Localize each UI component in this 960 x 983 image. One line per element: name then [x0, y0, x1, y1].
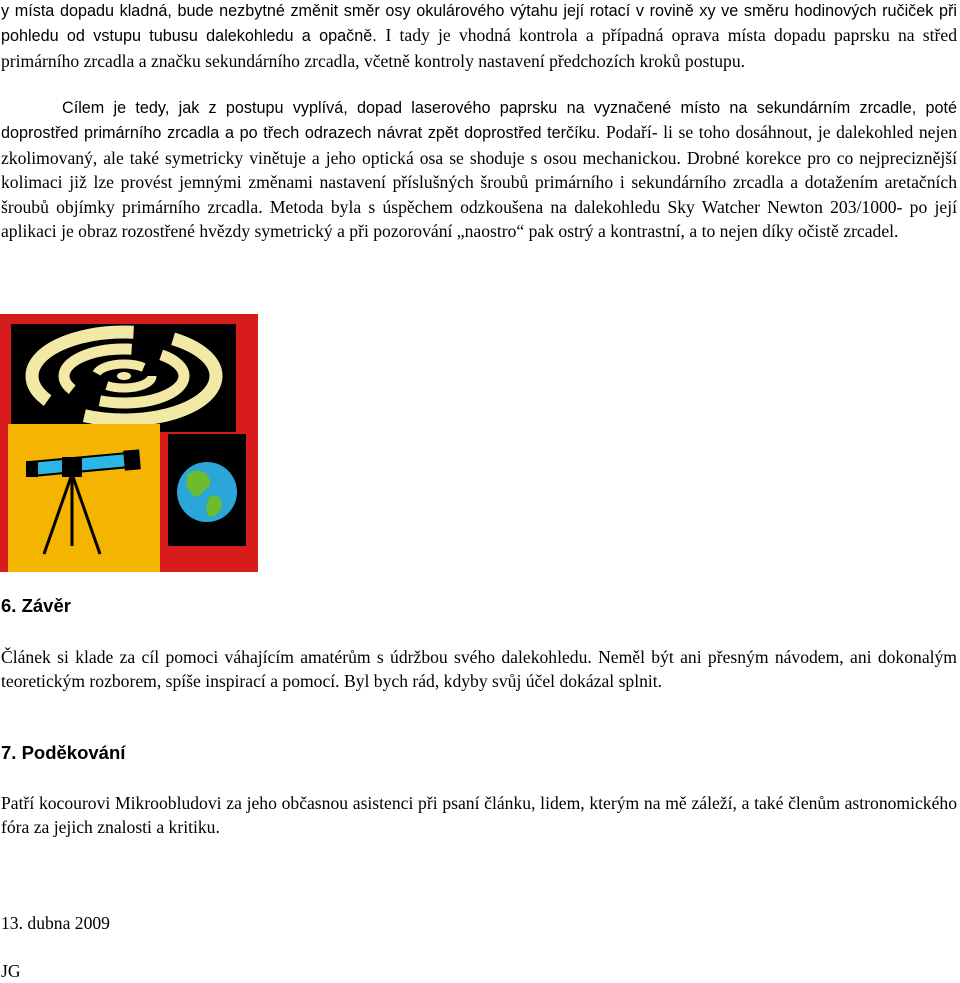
document-author: JG — [1, 961, 21, 981]
paragraph-text: y místa dopadu kladná, bude nezbytné změnit směr osy okulárového výtahu její rotací v rovině xy ve směru hodinových ručiček při pohledu od vstupu tubusu dalekohledu a opačně. — [1, 2, 957, 46]
paragraph-text-tail: I tady je vhodná kontrola a případná oprava místa dopadu paprsku na střed primárního zrcadla a značku sekundárního zrcadla, včetně kontroly nastavení předchozích kroků postupu. — [1, 25, 957, 71]
earth-globe — [177, 462, 237, 522]
paragraph-lead: Cílem je tedy, jak z postupu vyplívá, dopad laserového paprsku na vyznačené místo na sekundárním zrcadle, poté doprostřed primárního zrcadla a po třech odrazech návrat zpět doprostřed terčíku. — [1, 99, 957, 143]
telescope-eyepiece — [26, 461, 38, 477]
document-date: 13. dubna 2009 — [1, 913, 110, 933]
yellow-panel — [8, 424, 160, 572]
heading-conclusion: 6. Závěr — [1, 595, 71, 616]
telescope-galaxy-earth-illustration — [0, 314, 258, 572]
paragraph-collimation-rotation — [1, 0, 957, 73]
galaxy-icon — [11, 324, 236, 432]
telescope-lens-cap — [123, 449, 141, 470]
galaxy-core — [117, 372, 131, 380]
heading-acknowledgements: 7. Poděkování — [1, 742, 126, 763]
paragraph-conclusion: Článek si klade za cíl pomoci váhajícím amatérům s údržbou svého dalekohledu. Neměl být ani přesným návodem, ani dokonalým teoretickým rozborem, spíše inspirací a pomocí. Byl bych rád, kdyby svůj účel dokázal splnit. — [1, 647, 957, 692]
telescope-icon — [8, 424, 160, 572]
paragraph-text: Podaří- li se toho dosáhnout, je dalekohled nejen zkolimovaný, ale také symetricky vinětuje a jeho optická osa se shoduje s osou mechanickou. Drobné korekce pro co nejpreciznější kolimaci již lze provést jemnými změnami nastavení příslušných šroubů primárního i sekundárního zrcadla a dotažením aretačních šroubů objímky primárního zrcadla. Metoda byla s úspěchem odzkoušena na dalekohledu Sky Watcher Newton 203/1000- po její aplikaci je obraz rozostřené hvězdy symetrický a při pozorování „naostro“ pak ostrý a kontrastní, a to nejen díky očistě zrcadel. — [1, 122, 957, 242]
paragraph-acknowledgements: Patří kocourovi Mikroobludovi za jeho občasnou asistenci při psaní článku, lidem, kterým na mě záleží, a také členům astronomického fóra za jejich znalosti a kritiku. — [1, 793, 957, 838]
paragraph-collimation-goal — [1, 95, 957, 243]
earth-icon — [168, 434, 246, 546]
